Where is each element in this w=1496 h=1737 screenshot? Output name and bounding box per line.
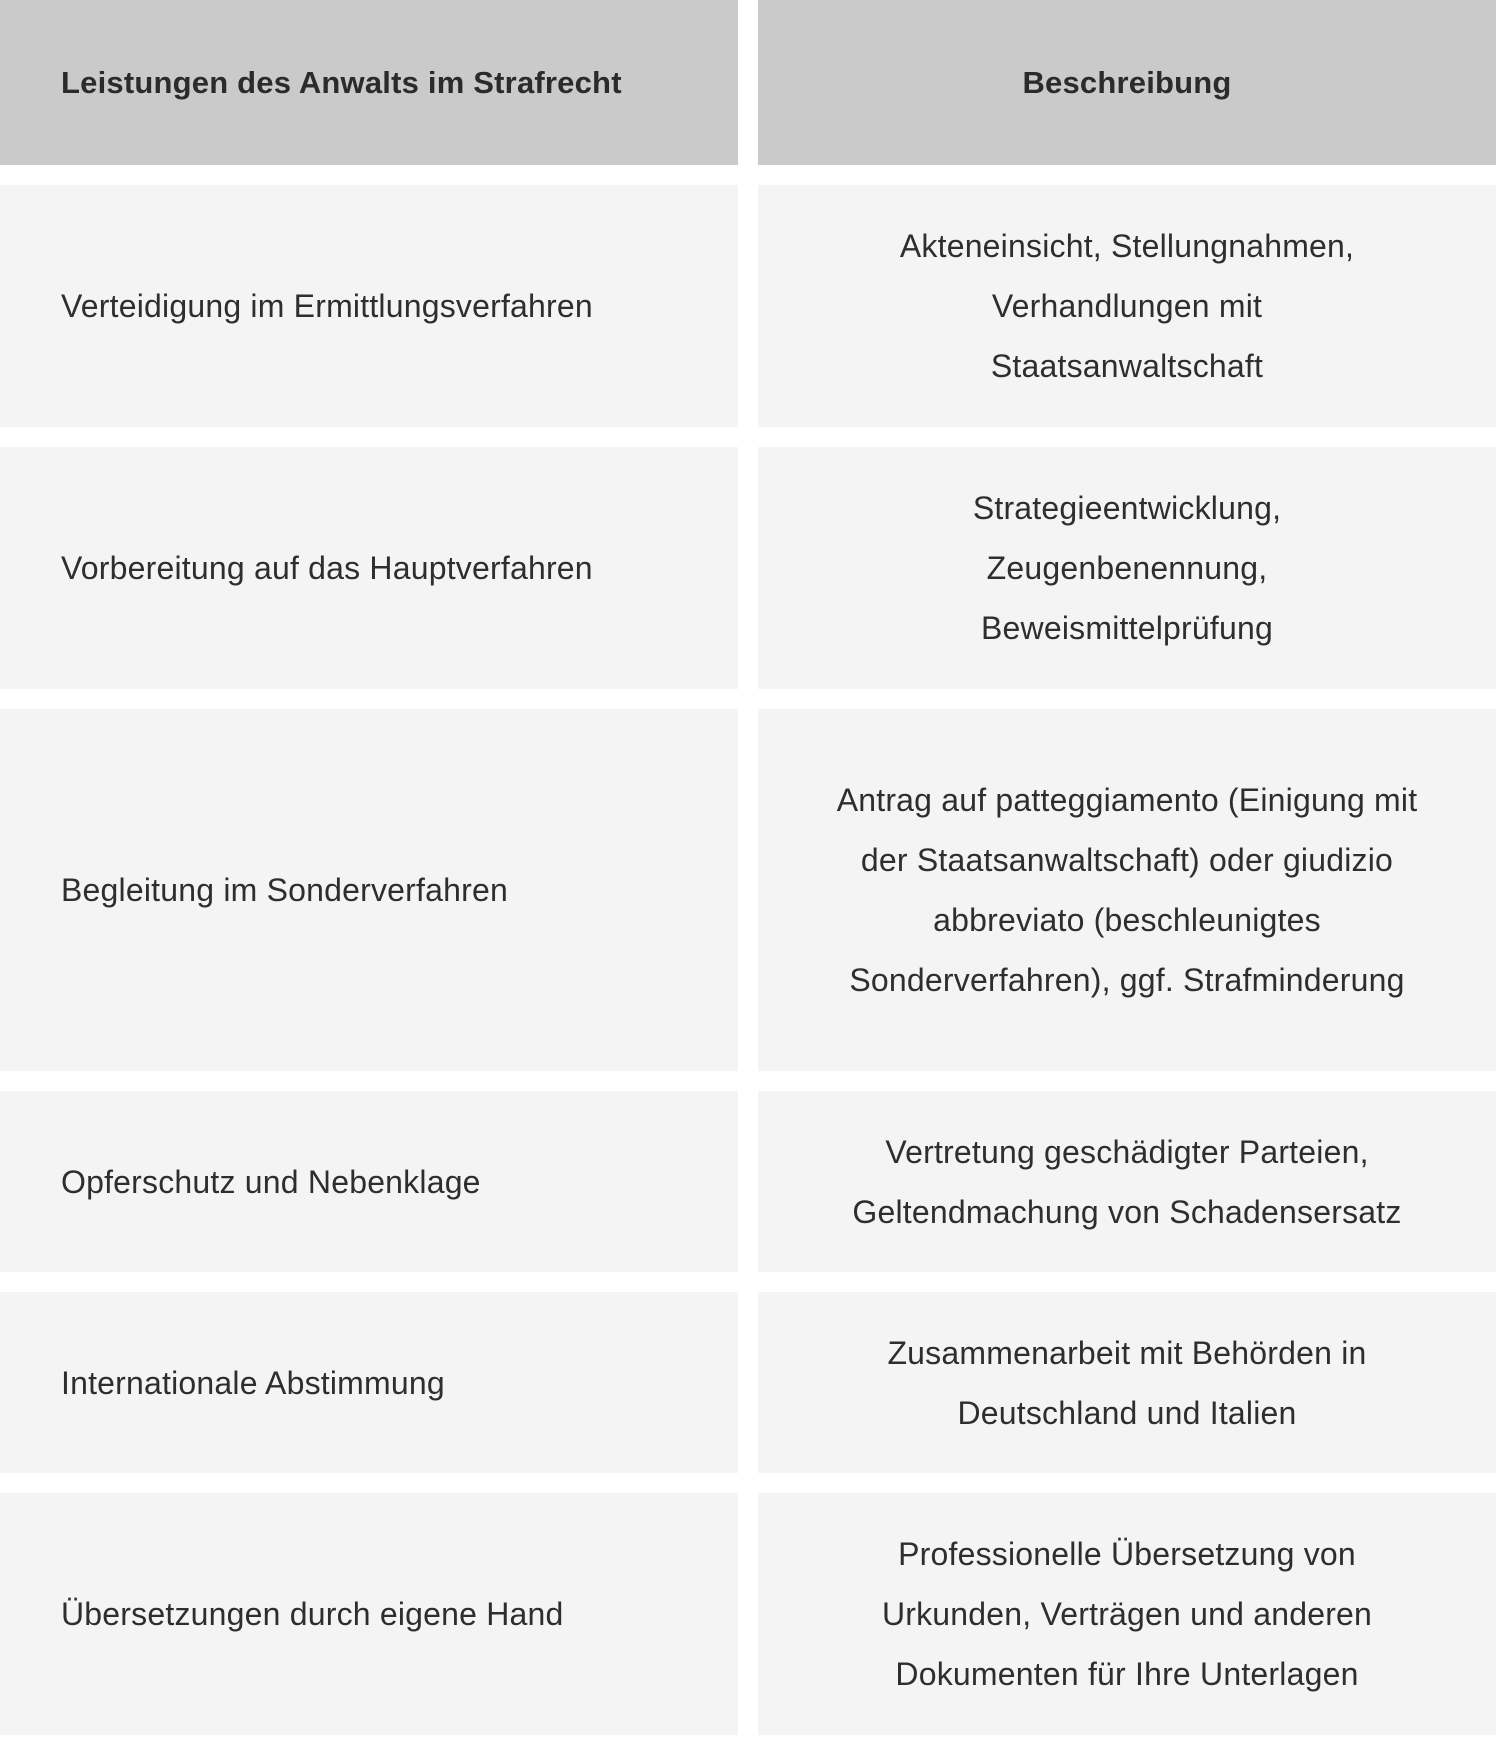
row-5-description	[758, 1292, 1496, 1473]
row-4-service	[0, 1091, 738, 1272]
description-text: Professionelle Übersetzung von Urkunden, Verträgen und anderen Dokumenten für Ihre Unterlagen	[881, 1536, 1373, 1692]
description-text: Akteneinsicht, Stellungnahmen, Verhandlungen mit Staatsanwaltschaft	[899, 228, 1355, 384]
row-3-service	[0, 709, 738, 1071]
header-service	[0, 0, 738, 165]
description-text: Vertretung geschädigter Parteien, Geltendmachung von Schadensersatz	[852, 1133, 1402, 1230]
header-description	[758, 0, 1496, 165]
service-text: Übersetzungen durch eigene Hand	[61, 1596, 564, 1632]
description-text: Antrag auf patteggiamento (Einigung mit der Staatsanwaltschaft) oder giudizio abbreviato (beschleunigtes Sonderverfahren), ggf. Strafminderung	[836, 782, 1418, 998]
row-1-description	[758, 185, 1496, 427]
description-text: Zusammenarbeit mit Behörden in Deutschland und Italien	[887, 1334, 1367, 1431]
service-text: Opferschutz und Nebenklage	[61, 1163, 481, 1200]
header-description-label: Beschreibung	[1022, 64, 1232, 100]
row-6-service	[0, 1493, 738, 1735]
service-text: Internationale Abstimmung	[61, 1364, 445, 1401]
row-6-description	[758, 1493, 1496, 1735]
row-5-service	[0, 1292, 738, 1473]
service-text: Vorbereitung auf das Hauptverfahren	[61, 550, 593, 586]
row-4-description	[758, 1091, 1496, 1272]
row-3-description	[758, 709, 1496, 1071]
row-2-service	[0, 447, 738, 689]
header-service-label: Leistungen des Anwalts im Strafrecht	[61, 64, 622, 100]
service-text: Verteidigung im Ermittlungsverfahren	[61, 288, 593, 324]
service-text: Begleitung im Sonderverfahren	[61, 872, 508, 908]
row-1-service	[0, 185, 738, 427]
row-2-description	[758, 447, 1496, 689]
description-text: Strategieentwicklung, Zeugenbenennung, Beweismittelprüfung	[972, 490, 1282, 646]
